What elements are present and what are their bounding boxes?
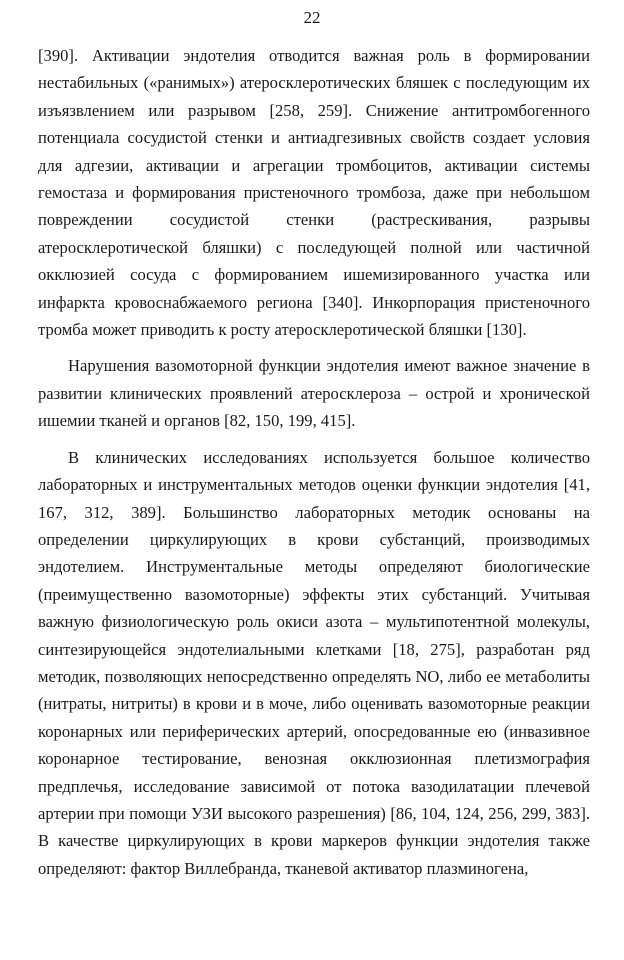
document-body xyxy=(38,42,590,882)
paragraph-clinical-methods: В клинических исследованиях используется большое количество лабораторных и инструментальных методов оценки функции эндотелия [41, 167, 312, 389]. Большинство лабораторных методик основаны на определении циркулирующих в крови субстанций, производимых эндотелием. Инструментальные методы определяют биологические (преимущественно вазомоторные) эффекты этих субстанций. Учитывая важную физиологическую роль окиси азота – мультипотентной молекулы, синтезирующейся эндотелиальными клетками [18, 275], разработан ряд методик, позволяющих непосредственно определять NO, либо ее метаболиты (нитраты, нитриты) в крови и в моче, либо оценивать вазомоторные реакции коронарных или периферических артерий, опосредованные ею (инвазивное коронарное тестирование, венозная окклюзионная плетизмография предплечья, исследование зависимой от потока вазодилатации плечевой артерии при помощи УЗИ высокого разрешения) [86, 104, 124, 256, 299, 383]. В качестве циркулирующих в крови маркеров функции эндотелия также определяют: фактор Виллебранда, тканевой активатор плазминогена, xyxy=(38,447,590,878)
paragraph-endothelial-activation: [390]. Активации эндотелия отводится важная роль в формировании нестабильных («ранимых») атеросклеротических бляшек с последующим их изъязвлением или разрывом [258, 259]. Снижение антитромбогенного потенциала сосудистой стенки и антиадгезивных свойств создает условия для адгезии, активации и агрегации тромбоцитов, активации системы гемостаза и формирования пристеночного тромбоза, даже при небольшом повреждении сосудистой стенки (растрескивания, разрывы атеросклеротической бляшки) с последующей полной или частичной окклюзией сосуда с формированием ишемизированного участка или инфаркта кровоснабжаемого региона [340]. Инкорпорация пристеночного тромба может приводить к росту атеросклеротической бляшки [130]. xyxy=(38,46,590,340)
page-number: 22 xyxy=(303,8,321,27)
paragraph-vasomotor-function: Нарушения вазомоторной функции эндотелия имеют важное значение в развитии клинических проявлений атеросклероза – острой и хронической ишемии тканей и органов [82, 150, 199, 415]. xyxy=(38,356,590,431)
